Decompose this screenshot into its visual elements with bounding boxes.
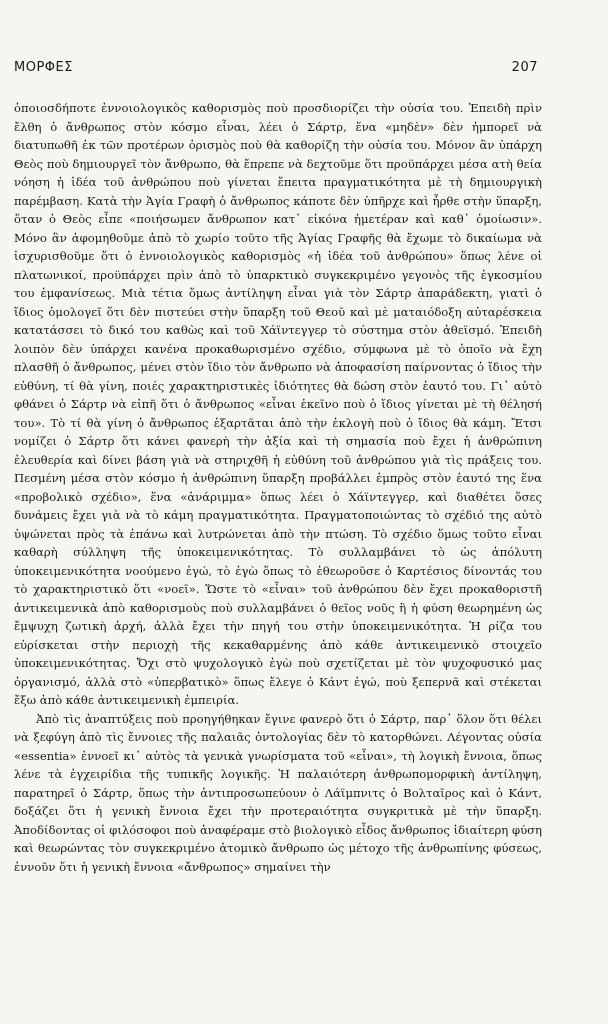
paragraph-2: Ἀπὸ τὶς ἀναπτύξεις ποὺ προηγήθηκαν ἔγινε φανερὸ ὅτι ὁ Σάρτρ, παρ᾽ ὅλον ὅτι θέλει νὰ ξεφύγη ἀπὸ τὶς ἔννοιες τῆς παλαιᾶς ὀντολογίας δὲν τὸ κατορθώνει. Λέγοντας οὐσία «essentia» ἐννοεῖ κι᾽ αὐτὸς τὰ γενικὰ γνωρίσματα τοῦ «εἶναι», τὴ λογικὴ ἔννοια, ὅπως λένε τὰ ἐγχειρίδια τῆς τυπικῆς λογικῆς. Ἡ παλαιότερη ἀνθρωπομορφικὴ ἀντίληψη, παρατηρεῖ ὁ Σάρτρ, ὅπως τὴν ἀντιπροσωπεύουν ὁ Λάϊμπνιτς ὁ Βολταῖρος καὶ ὁ Κάντ, δοξάζει ὅτι ἡ γενικὴ ἔννοια ἔχει τὴν προτεραιότητα συγκριτικὰ μὲ τὴν ὕπαρξη. Ἀποδίδοντας οἱ φιλόσοφοι ποὺ ἀναφέραμε στὸ βιολογικὸ εἶδος ἄνθρωπος ἰδιαίτερη φύση καὶ θεωρώντας τὸν συγκεκριμένο ἀτομικὸ ἄνθρωπο ὡς μέτοχο τῆς ἀνθρωπίνης φύσεως, ἐννοῦν ὅτι ἡ γενικὴ ἔννοια «ἄνθρωπος» σημαίνει τὴν bbox=[14, 711, 542, 874]
page-number: 207 bbox=[511, 60, 538, 75]
body-text bbox=[14, 99, 542, 876]
running-title: ΜΟΡΦΕΣ bbox=[14, 60, 73, 75]
running-header bbox=[14, 60, 538, 80]
paragraph-1: ὁποιοσδήποτε ἐννοιολογικὸς καθορισμὸς ποὺ προσδιορίζει τὴν οὐσία του. Ἐπειδὴ πρὶν ἔλθη ὁ ἄνθρωπος στὸν κόσμο εἶναι, λέει ὁ Σάρτρ, ἕνα «μηδὲν» δὲν ἠμπορεῖ νὰ διατυπωθῆ ἐκ τῶν προτέρων ὁρισμὸς ποὺ θὰ καθορίζη τὴν οὐσία του. Μόνον ἂν ὑπάρχη Θεὸς ποὺ δημιουργεῖ τὸν ἄνθρωπο, θὰ ἔπρεπε νὰ δεχτοῦμε ὅτι προϋπάρχει μέσα ατὴ θεία νόηση ἡ ἰδέα τοῦ ἀνθρώπου ποὺ γίνεται ἔπειτα πραγματικότητα μὲ τὴ δημιουργικὴ παρέμβαση. Κατὰ τὴν Ἁγία Γραφὴ ὁ ἄνθρωπος κάποτε δὲν ὑπῆρχε καὶ ἦρθε στὴν ὕπαρξη, ὅταν ὁ Θεὸς εἶπε «ποιήσωμεν ἄνθρωπον κατ᾽ εἰκόνα ἡμετέραν καὶ καθ᾽ ὁμοίωσιν». Μόνο ἂν ἀφομηθοῦμε ἀπὸ τὸ χωρίο τοῦτο τῆς Ἁγίας Γραφῆς θὰ ἔχωμε τὸ δικαίωμα νὰ ἰσχυρισθοῦμε ὅτι ὁ ἐννοιολογικὸς καθορισμὸς «ἡ ἰδέα τοῦ ἀνθρώπου» ὅπως λένε οἱ πλατωνικοί, προϋπάρχει πρὶν ἀπὸ τὸ ὑπαρκτικὸ συγκεκριμένο γεγονὸς τῆς ἐγκοσμίου του ἐμφανίσεως. Μιὰ τέτια ὅμως ἀντίληψη εἶναι γιὰ τὸν Σάρτρ ἀπαράδεκτη, γιατὶ ὁ ἴδιος ὁμολογεῖ ὅτι δὲν πιστεύει στὴν ὕπαρξη τοῦ Θεοῦ καὶ μὲ ματαιόδοξη αὐταρέσκεια κατατάσσει τὸ δικό του καθὼς καὶ τοῦ Χάϊντεγγερ τὸ σύστημα στὸν ἀθεϊσμό. Ἐπειδὴ λοιπὸν δὲν ὑπάρχει κανένα προκαθωρισμένο σχέδιο, σύμφωνα μὲ τὸ ὁποῖο νὰ ἔχη πλασθῆ ὁ ἄνθρωπος, μένει στὸν ἴδιο τὸν ἄνθρωπο νὰ ἀποφασίση παίρνοντας ὁ ἴδιος τὴν εὐθύνη, τί θὰ γίνη, ποιές χαρακτηριστικὲς ἰδιότητες θὰ δώση στὸν ἑαυτό του. Γι᾽ αὐτὸ φθάνει ὁ Σάρτρ νὰ εἰπῆ ὅτι ὁ ἄνθρωπος «εἶναι ἐκεῖνο ποὺ ὁ ἴδιος γίνεται μὲ τὴ θέλησή του». Τὸ τί θὰ γίνη ὁ ἄνθρωπος ἐξαρτᾶται ἀπὸ τὴν ἐκλογὴ ποὺ ὁ ἴδιος θὰ κάμη. Ἔτσι νομίζει ὁ Σάρτρ ὅτι κάνει φανερὴ τὴν ἀξία καὶ τὴ σημασία ποὺ ἔχει ἡ ἀνθρώπινη ἐλευθερία καὶ δίνει βάση γιὰ νὰ στηριχθῆ ἡ εὐθύνη τοῦ ἀνθρώπου γιὰ τὶς πράξεις του. Πεσμένη μέσα στὸν κόσμο ἡ ἀνθρώπινη ὕπαρξη προβάλλει ἐμπρὸς στὸν ἑαυτό της ἕνα «προβολικὸ σχέδιο», ἕνα «ἀνάριμμα» ὅπως λέει ὁ Χάϊντεγγερ, καὶ διαθέτει ὅσες δυνάμεις ἔχει γιὰ νὰ τὸ κάμη πραγματικότητα. Πραγματοποιώντας τὸ σχέδιό της αὐτὸ ὑψώνεται πρὸς τὰ ἐπάνω καὶ λυτρώνεται ἀπὸ τὴν πτώση. Τὸ σχέδιο ὅμως τοῦτο εἶναι καθαρὴ σύλληψη τῆς ὑποκειμενικότητας. Τὸ συλλαμβάνει τὸ ὡς ἀπόλυτη ὑποκειμενικότητα νοούμενο ἐγώ, τὸ ἐγὼ ὅπως τὸ ἐθεωροῦσε ὁ Καρτέσιος δίνοντάς του τὸ χαρακτηριστικὸ ὅτι «νοεῖ». Ὥστε τὸ «εἶναι» τοῦ ἀνθρώπου δὲν ἔχει προκαθοριστῆ ἀντικειμενικὰ ἀπὸ καθορισμοὺς ποὺ συλλαμβάνει ὁ θεῖος νοῦς ἢ ἡ φύση θεωρημένη ὡς ἔμψυχη ζωτικὴ ἀρχή, ἀλλὰ ἔχει τὴν πηγή του στὴν ὑποκειμενικότητα. Ἡ ρίζα του εὑρίσκεται στὴν περιοχὴ τῆς κεκαθαρμένης ἀπὸ κάθε ἀντικειμενικὸ στοιχεῖο ὑποκειμενικότητας. Ὄχι στὸ ψυχολογικὸ ἐγὼ ποὺ σχετίζεται μὲ τὸν ψυχοφυσικό μας ὀργανισμό, ἀλλὰ στὸ «ὑπερβατικὸ» ὅπως ἔλεγε ὁ Κάντ ἐγώ, ποὺ ξεπερνᾶ καὶ στέκεται ἔξω ἀπὸ κάθε ἀντικειμενικὴ ἐμπειρία. bbox=[14, 101, 542, 707]
